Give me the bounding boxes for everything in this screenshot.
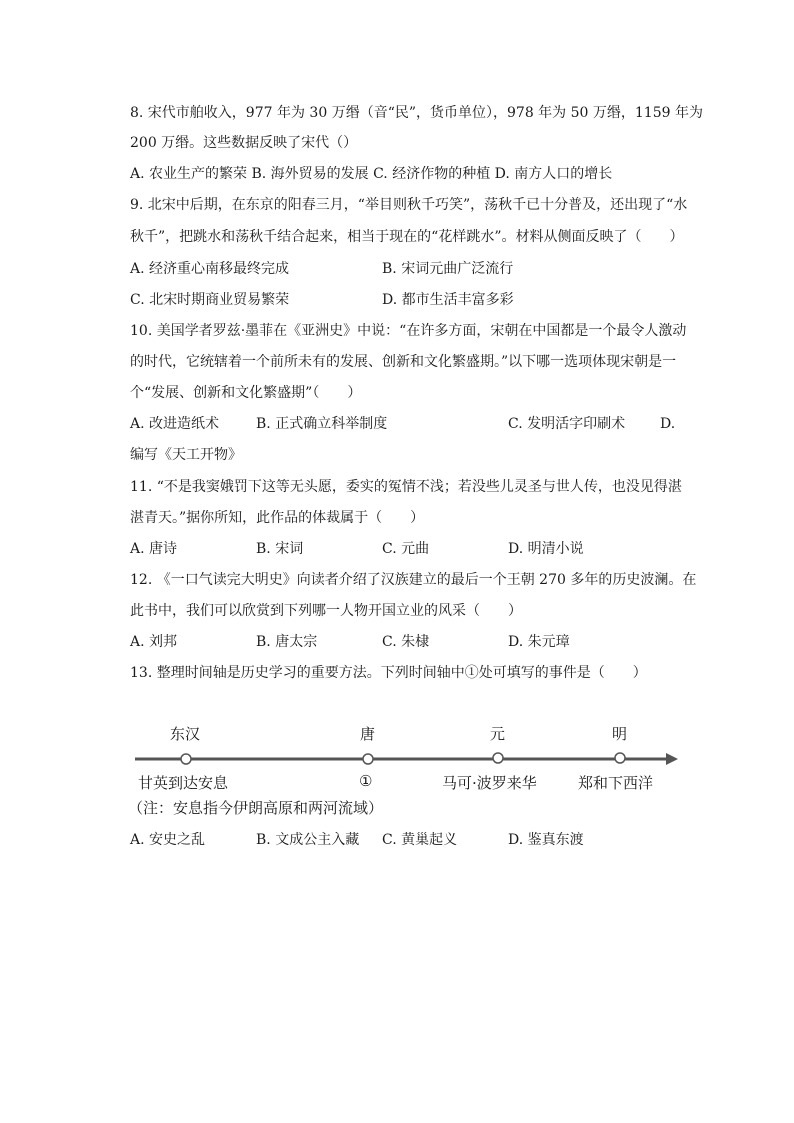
q9-stem-line2: 秋千”，把跳水和荡秋千结合起来，相当于现在的“花样跳水”。材料从侧面反映了（ ） xyxy=(130,229,684,245)
q12-stem-line2: 此书中，我们可以欣赏到下列哪一人物开国立业的风采（ ） xyxy=(130,603,522,619)
q10-stem-line1: 10. 美国学者罗兹·墨菲在《亚洲史》中说：“在许多方面，宋朝在中国都是一个最令人激动 xyxy=(130,323,687,339)
q10-option-b: B. 正式确立科举制度 xyxy=(256,416,388,432)
q9-option-d: D. 都市生活丰富多彩 xyxy=(382,292,514,308)
q13-stem-line1: 13. 整理时间轴是历史学习的重要方法。下列时间轴中①处可填写的事件是（ ） xyxy=(130,665,647,681)
q11-option-d: D. 明清小说 xyxy=(508,541,584,557)
timeline-dynasty-tang: 唐 xyxy=(360,725,376,743)
q12-option-d: D. 朱元璋 xyxy=(508,634,570,650)
q11-option-b: B. 宋词 xyxy=(256,541,304,557)
q9-option-b: B. 宋词元曲广泛流行 xyxy=(382,261,514,277)
q8-options: A. 农业生产的繁荣 B. 海外贸易的发展 C. 经济作物的种植 D. 南方人口的增长 xyxy=(130,166,613,182)
q10-option-d-text: 编写《天工开物》 xyxy=(130,447,242,463)
timeline-event-4: 郑和下西洋 xyxy=(578,774,654,792)
q11-option-a: A. 唐诗 xyxy=(130,541,178,557)
q12-stem-line1: 12. 《一口气读完大明史》向读者介绍了汉族建立的最后一个王朝 270 多年的历史波澜。在 xyxy=(130,572,697,588)
q13-option-a: A. 安史之乱 xyxy=(130,832,206,848)
q10-stem-line2: 的时代，它统辖着一个前所未有的发展、创新和文化繁盛期。”以下哪一选项体现宋朝是一 xyxy=(130,354,677,370)
q11-stem-line2: 湛青天。”据你所知，此作品的体裁属于（ ） xyxy=(130,510,425,526)
q10-option-c: C. 发明活字印刷术 xyxy=(508,416,626,432)
q12-option-c: C. 朱棣 xyxy=(382,634,430,650)
q13-option-b: B. 文成公主入藏 xyxy=(256,832,360,848)
q10-option-d: D. xyxy=(660,416,676,432)
q8-stem-line2: 200 万缗。这些数据反映了宋代（） xyxy=(130,135,358,151)
q11-option-c: C. 元曲 xyxy=(382,541,430,557)
q10-stem-line3: 个“发展、创新和文化繁盛期”（ ） xyxy=(130,385,362,401)
timeline-dynasty-yuan: 元 xyxy=(490,725,506,743)
q13-option-d: D. 鉴真东渡 xyxy=(508,832,584,848)
q13-option-c: C. 黄巢起义 xyxy=(382,832,458,848)
timeline-event-2-blank: ① xyxy=(359,772,373,790)
timeline-event-1: 甘英到达安息 xyxy=(138,774,229,792)
timeline-event-3: 马可·波罗来华 xyxy=(442,774,537,792)
q8-stem-line1: 8. 宋代市舶收入，977 年为 30 万缗（音“民”，货币单位），978 年为 50 万缗，1159 年为 xyxy=(130,105,703,121)
q10-option-a: A. 改进造纸术 xyxy=(130,416,220,432)
q12-option-b: B. 唐太宗 xyxy=(256,634,318,650)
q9-option-c: C. 北宋时期商业贸易繁荣 xyxy=(130,292,290,308)
timeline-dynasty-ming: 明 xyxy=(612,725,628,743)
q12-option-a: A. 刘邦 xyxy=(130,634,178,650)
q9-option-a: A. 经济重心南移最终完成 xyxy=(130,261,290,277)
q9-stem-line1: 9. 北宋中后期，在东京的阳春三月，“举目则秋千巧笑”，荡秋千已十分普及，还出现了“水 xyxy=(130,197,688,213)
timeline-dynasty-east-han: 东汉 xyxy=(170,725,201,743)
timeline-note: （注：安息指今伊朗高原和两河流域） xyxy=(128,799,384,817)
q11-stem-line1: 11. “不是我窦娥罚下这等无头愿，委实的冤情不浅；若没些儿灵圣与世人传，也没见得湛 xyxy=(130,479,682,495)
